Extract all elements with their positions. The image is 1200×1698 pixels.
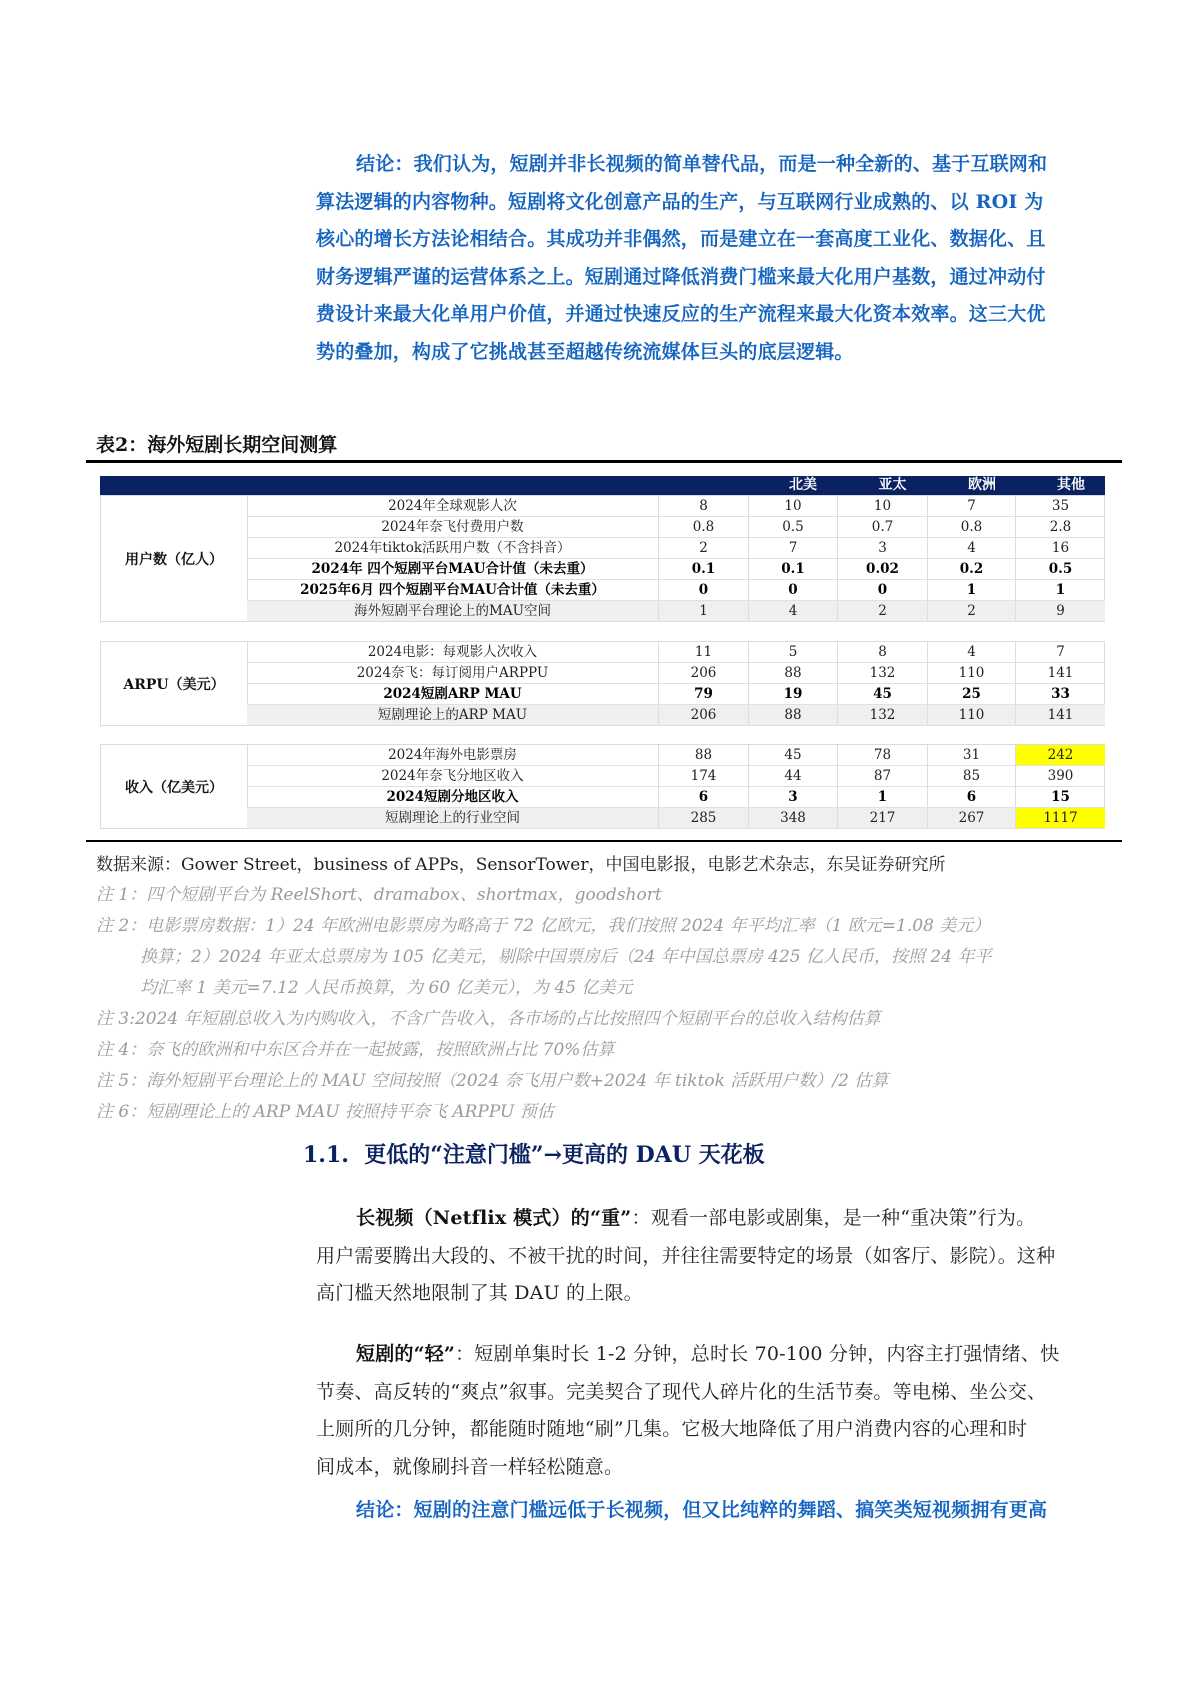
cell: 85 — [928, 766, 1016, 786]
cell: 4 — [928, 642, 1016, 662]
table-row — [247, 705, 1105, 726]
cell: 141 — [1047, 707, 1074, 723]
col-header-other: 其他 — [1057, 477, 1085, 493]
paragraph-lead: 长视频（Netflix 模式）的“重” — [356, 1207, 632, 1229]
table-group-arpu — [100, 641, 1105, 726]
cell: 8 — [838, 642, 928, 662]
table-bottom-rule — [86, 840, 1122, 842]
conclusion-line: 费设计来最大化单用户价值，并通过快速反应的生产流程来最大化资本效率。这三大优 — [316, 303, 1046, 325]
table-row — [247, 601, 1105, 622]
cell: 44 — [749, 766, 838, 786]
cell: 25 — [928, 684, 1016, 704]
conclusion-line: 算法逻辑的内容物种。短剧将文化创意产品的生产，与互联网行业成熟的、以 ROI 为 — [316, 190, 1044, 213]
note-4: 注 4：奈飞的欧洲和中东区合并在一起披露，按照欧洲占比 70%估算 — [96, 1040, 615, 1060]
cell: 0.7 — [838, 517, 928, 537]
cell: 132 — [838, 663, 928, 683]
cell: 174 — [659, 766, 749, 786]
conclusion-line: 结论：短剧的注意门槛远低于长视频，但又比纯粹的舞蹈、搞笑类短视频拥有更高 — [356, 1499, 1048, 1521]
row-label: 2024年 四个短剧平台MAU合计值（未去重） — [247, 559, 659, 579]
cell: 45 — [749, 745, 838, 765]
paragraph-lead: 短剧的“轻” — [356, 1343, 456, 1365]
cell: 4 — [928, 538, 1016, 558]
cell: 3 — [749, 787, 838, 807]
cell: 348 — [749, 808, 838, 828]
cell: 31 — [928, 745, 1016, 765]
paragraph-text: ：观看一部电影或剧集，是一种“重决策”行为。 — [631, 1207, 1036, 1229]
cell: 10 — [838, 496, 928, 516]
cell: 0.8 — [928, 517, 1016, 537]
section-title: 更低的“注意门槛”→更高的 DAU 天花板 — [364, 1142, 765, 1168]
cell: 11 — [659, 642, 749, 662]
cell: 9 — [1056, 603, 1065, 619]
cell: 0.5 — [1048, 561, 1073, 577]
paragraph-text: ：短剧单集时长 1-2 分钟，总时长 70-100 分钟，内容主打强情绪、快 — [455, 1343, 1060, 1365]
table-row — [247, 496, 1105, 517]
paragraph-text: 节奏、高反转的“爽点”叙事。完美契合了现代人碎片化的生活节奏。等电梯、坐公交、 — [316, 1380, 1047, 1403]
cell: 7 — [1056, 644, 1065, 660]
cell: 206 — [659, 705, 749, 725]
table-row — [247, 745, 1105, 766]
table-row — [247, 684, 1105, 705]
data-source: 数据来源：Gower Street，business of APPs，SensorTower，中国电影报，电影艺术杂志，东吴证券研究所 — [96, 855, 946, 875]
note-6: 注 6：短剧理论上的 ARP MAU 按照持平奈飞 ARPPU 预估 — [96, 1102, 554, 1122]
cell: 87 — [838, 766, 928, 786]
cell: 33 — [1051, 686, 1070, 702]
cell: 1 — [659, 601, 749, 621]
conclusion-paragraph — [316, 146, 1122, 371]
cell: 19 — [749, 684, 838, 704]
cell: 390 — [1047, 768, 1074, 784]
cell: 0.2 — [928, 559, 1016, 579]
cell: 0 — [659, 580, 749, 600]
conclusion-line: 势的叠加，构成了它挑战甚至超越传统流媒体巨头的底层逻辑。 — [316, 340, 854, 363]
cell: 0 — [838, 580, 928, 600]
conclusion-paragraph-2 — [316, 1492, 1122, 1530]
cell: 1 — [1055, 582, 1066, 598]
cell: 2 — [659, 538, 749, 558]
cell: 6 — [928, 787, 1016, 807]
note-2-cont: 均汇率 1 美元=7.12 人民币换算，为 60 亿美元），为 45 亿美元 — [140, 978, 633, 998]
cell: 0.8 — [659, 517, 749, 537]
body-paragraph-short-drama — [316, 1336, 1122, 1486]
row-label: 2024年全球观影人次 — [247, 496, 659, 516]
cell: 15 — [1051, 789, 1070, 805]
table-header — [100, 476, 1174, 495]
paragraph-text: 上厕所的几分钟，都能随时随地“刷”几集。它极大地降低了用户消费内容的心理和时 — [316, 1418, 1028, 1440]
table-row — [247, 663, 1105, 684]
section-heading — [303, 1138, 765, 1169]
table-row — [247, 787, 1105, 808]
row-label: 2024年tiktok活跃用户数（不含抖音） — [247, 538, 659, 558]
cell: 2 — [928, 601, 1016, 621]
cell: 2.8 — [1049, 519, 1072, 535]
row-label: 短剧理论上的行业空间 — [247, 808, 659, 828]
note-2: 注 2：电影票房数据：1）24 年欧洲电影票房为略高于 72 亿欧元，我们按照 2024 年平均汇率（1 欧元=1.08 美元） — [96, 916, 991, 936]
row-label: 2024年海外电影票房 — [247, 745, 659, 765]
col-header-north-america: 北美 — [789, 477, 817, 493]
cell: 132 — [838, 705, 928, 725]
cell: 88 — [749, 663, 838, 683]
cell: 88 — [749, 705, 838, 725]
table-row — [247, 642, 1105, 663]
group-category: ARPU（美元） — [101, 642, 248, 725]
cell: 217 — [838, 808, 928, 828]
cell: 0 — [749, 580, 838, 600]
col-header-apac: 亚太 — [878, 477, 907, 493]
paragraph-text: 间成本，就像刷抖音一样轻松随意。 — [316, 1455, 624, 1478]
table-top-rule — [86, 460, 1122, 463]
row-label: 2025年6月 四个短剧平台MAU合计值（未去重） — [247, 580, 659, 600]
col-header-total: 合计 — [1146, 477, 1174, 493]
cell: 0.1 — [749, 559, 838, 579]
cell: 4 — [749, 601, 838, 621]
col-header-europe: 欧洲 — [968, 477, 996, 493]
cell: 110 — [928, 663, 1016, 683]
cell: 8 — [659, 496, 749, 516]
row-label: 2024电影：每观影人次收入 — [247, 642, 659, 662]
cell: 6 — [659, 787, 749, 807]
cell: 7 — [749, 538, 838, 558]
row-label: 海外短剧平台理论上的MAU空间 — [247, 601, 659, 621]
cell: 45 — [838, 684, 928, 704]
row-label: 2024年奈飞付费用户数 — [247, 517, 659, 537]
table-row — [247, 808, 1105, 829]
cell: 0.02 — [838, 559, 928, 579]
row-label: 2024短剧ARP MAU — [247, 684, 659, 704]
row-label: 短剧理论上的ARP MAU — [247, 705, 659, 725]
table-title: 表2：海外短剧长期空间测算 — [96, 434, 338, 456]
row-label: 2024年奈飞分地区收入 — [247, 766, 659, 786]
section-number: 1.1. — [303, 1142, 349, 1168]
body-paragraph-long-video — [316, 1200, 1122, 1313]
cell: 267 — [928, 808, 1016, 828]
cell: 16 — [1051, 540, 1070, 556]
row-label: 2024奈飞：每订阅用户ARPPU — [247, 663, 659, 683]
group-category: 收入（亿美元） — [101, 745, 248, 828]
note-3: 注 3:2024 年短剧总收入为内购收入，不含广告收入，各市场的占比按照四个短剧平台的总收入结构估算 — [96, 1009, 881, 1029]
row-label: 2024短剧分地区收入 — [247, 787, 659, 807]
table-row — [247, 517, 1105, 538]
cell: 206 — [659, 663, 749, 683]
highlighted-total-cell: 242 — [1016, 745, 1105, 765]
paragraph-text: 高门槛天然地限制了其 DAU 的上限。 — [316, 1282, 643, 1304]
cell: 88 — [659, 745, 749, 765]
cell: 79 — [659, 684, 749, 704]
cell: 10 — [749, 496, 838, 516]
table-group-revenue — [100, 744, 1105, 829]
cell: 0.1 — [659, 559, 749, 579]
conclusion-line: 核心的增长方法论相结合。其成功并非偶然，而是建立在一套高度工业化、数据化、且 — [316, 228, 1046, 250]
note-5: 注 5：海外短剧平台理论上的 MAU 空间按照（2024 奈飞用户数+2024 年 tiktok 活跃用户数）/2 估算 — [96, 1071, 889, 1091]
cell: 285 — [659, 808, 749, 828]
highlighted-total-cell: 1117 — [1016, 808, 1105, 828]
table-row — [247, 580, 1105, 601]
cell: 35 — [1051, 498, 1070, 514]
cell: 78 — [838, 745, 928, 765]
group-category: 用户数（亿人） — [101, 496, 248, 621]
note-1: 注 1：四个短剧平台为 ReelShort、dramabox、shortmax，goodshort — [96, 885, 662, 905]
cell: 141 — [1047, 665, 1074, 681]
note-2-cont: 换算；2）2024 年亚太总票房为 105 亿美元，剔除中国票房后（24 年中国总票房 425 亿人民币，按照 24 年平 — [140, 947, 992, 967]
cell: 7 — [928, 496, 1016, 516]
paragraph-text: 用户需要腾出大段的、不被干扰的时间，并往往需要特定的场景（如客厅、影院）。这种 — [316, 1244, 1056, 1267]
cell: 5 — [749, 642, 838, 662]
conclusion-line: 财务逻辑严谨的运营体系之上。短剧通过降低消费门槛来最大化用户基数，通过冲动付 — [316, 265, 1046, 288]
table-row — [247, 559, 1105, 580]
cell: 1 — [838, 787, 928, 807]
cell: 0.5 — [749, 517, 838, 537]
table-row — [247, 766, 1105, 787]
cell: 1 — [928, 580, 1016, 600]
table-group-users — [100, 495, 1105, 622]
cell: 110 — [928, 705, 1016, 725]
cell: 3 — [838, 538, 928, 558]
conclusion-line: 结论：我们认为，短剧并非长视频的简单替代品，而是一种全新的、基于互联网和 — [356, 153, 1048, 175]
cell: 2 — [838, 601, 928, 621]
table-row — [247, 538, 1105, 559]
